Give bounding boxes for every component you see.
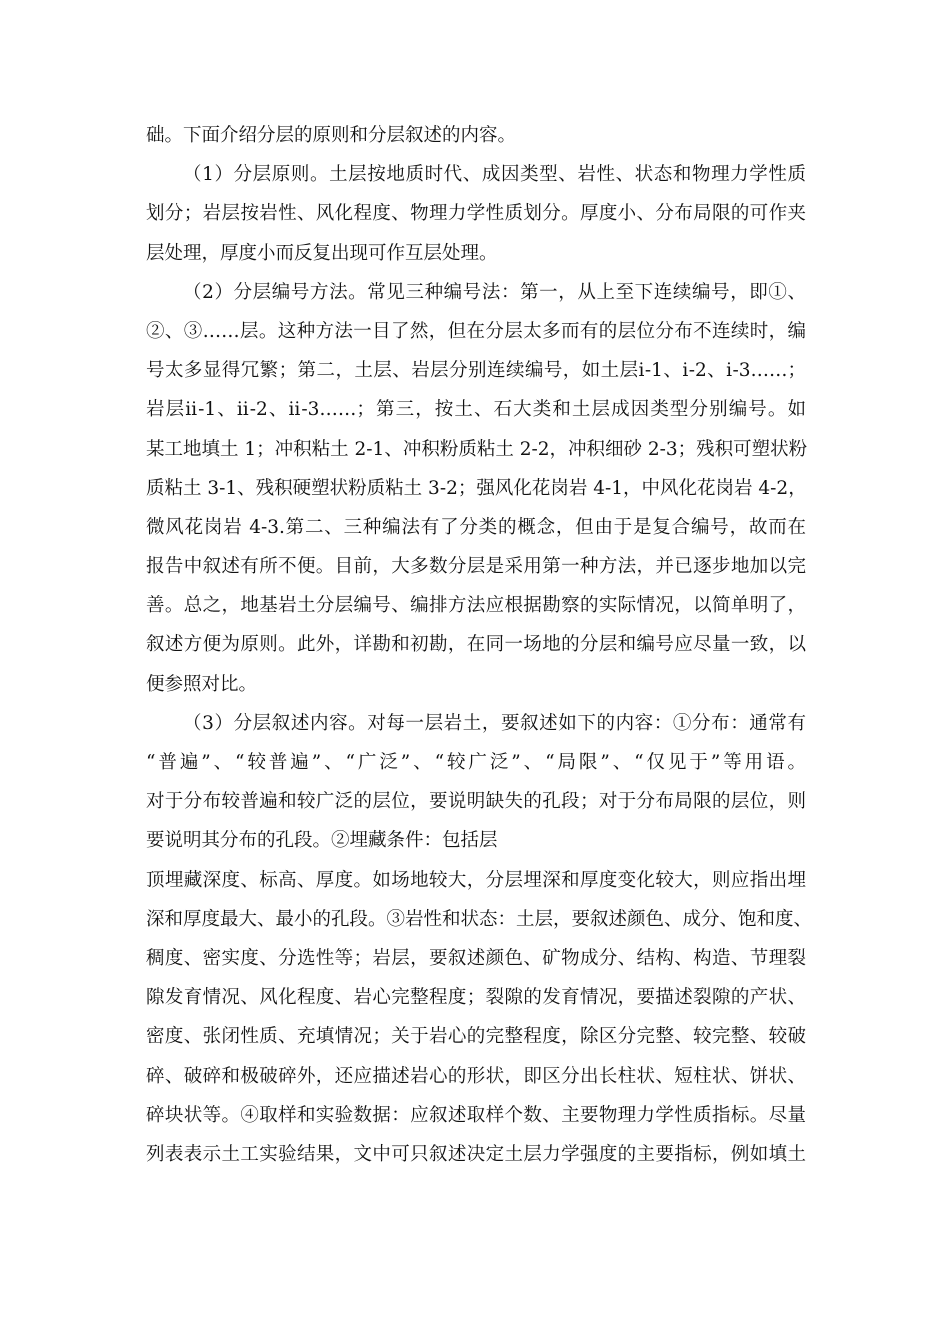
paragraph-layering-principle (146, 155, 806, 273)
text-line: 层处理，厚度小而反复出现可作互层处理。 (146, 242, 498, 264)
text-line: 便参照对比。 (146, 673, 258, 695)
text-line: 对于分布较普遍和较广泛的层位，要说明缺失的孔段；对于分布局限的层位，则 (146, 791, 806, 813)
paragraph-numbering-method (146, 273, 806, 704)
text-line: （2）分层编号方法。常见三种编号法：第一，从上至下连续编号，即①、 (183, 281, 806, 303)
text-line: 隙发育情况、风化程度、岩心完整程度；裂隙的发育情况，要描述裂隙的产状、 (146, 987, 806, 1009)
text-line: 碎、破碎和极破碎外，还应描述岩心的形状，即区分出长柱状、短柱状、饼状、 (146, 1065, 806, 1087)
text-line: 岩层ⅱ-1、ⅱ-2、ⅱ-3……；第三，按土、石大类和土层成因类型分别编号。如 (146, 399, 806, 421)
text-line: 深和厚度最大、最小的孔段。③岩性和状态：土层，要叙述颜色、成分、饱和度、 (146, 908, 813, 930)
paragraph-intro-tail (146, 116, 806, 155)
text-line: 质粘土 3-1、残积硬塑状粉质粘土 3-2；强风化花岗岩 4-1，中风化花岗岩 4-2， (146, 477, 807, 499)
text-line: 叙述方便为原则。此外，详勘和初勘，在同一场地的分层和编号应尽量一致，以 (146, 634, 806, 656)
text-line: 善。总之，地基岩土分层编号、编排方法应根据勘察的实际情况，以简单明了， (146, 595, 806, 617)
text-line: 顶埋藏深度、标高、厚度。如场地较大，分层埋深和厚度变化较大，则应指出埋 (146, 869, 806, 891)
text-line: ②、③……层。这种方法一目了然，但在分层太多而有的层位分布不连续时，编 (146, 320, 806, 342)
text-line: （3）分层叙述内容。对每一层岩土，要叙述如下的内容：①分布：通常有 (183, 712, 806, 734)
text-line: 报告中叙述有所不便。目前，大多数分层是采用第一种方法，并已逐步地加以完 (146, 556, 806, 578)
text-line: “普遍”、“较普遍”、“广泛”、“较广泛”、“局限”、“仅见于”等用语。 (146, 752, 806, 773)
text-line: （1）分层原则。土层按地质时代、成因类型、岩性、状态和物理力学性质 (183, 164, 806, 186)
document-body (146, 116, 813, 1174)
text-line: 要说明其分布的孔段。②埋藏条件：包括层 (146, 830, 498, 852)
text-line: 稠度、密实度、分选性等；岩层，要叙述颜色、矿物成分、结构、构造、节理裂 (146, 947, 806, 969)
paragraph-layer-description (146, 704, 806, 861)
text-line: 微风花岗岩 4-3.第二、三种编法有了分类的概念，但由于是复合编号，故而在 (146, 516, 806, 538)
text-line: 某工地填土 1；冲积粘土 2-1、冲积粉质粘土 2-2，冲积细砂 2-3；残积可塑状粉 (146, 438, 808, 460)
text-line: 碎块状等。④取样和实验数据：应叙述取样个数、主要物理力学性质指标。尽量 (146, 1104, 806, 1126)
text-line: 密度、张闭性质、充填情况；关于岩心的完整程度，除区分完整、较完整、较破 (146, 1026, 806, 1048)
text-line: 划分；岩层按岩性、风化程度、物理力学性质划分。厚度小、分布局限的可作夹 (146, 203, 806, 225)
text-line: 础。下面介绍分层的原则和分层叙述的内容。 (146, 125, 517, 146)
paragraph-layer-description-cont (146, 861, 813, 1175)
text-line: 列表表示土工实验结果，文中可只叙述决定土层力学强度的主要指标，例如填土 (146, 1143, 806, 1165)
text-line: 号太多显得冗繁；第二，土层、岩层分别连续编号，如土层ⅰ-1、ⅰ-2、ⅰ-3……； (146, 360, 806, 382)
